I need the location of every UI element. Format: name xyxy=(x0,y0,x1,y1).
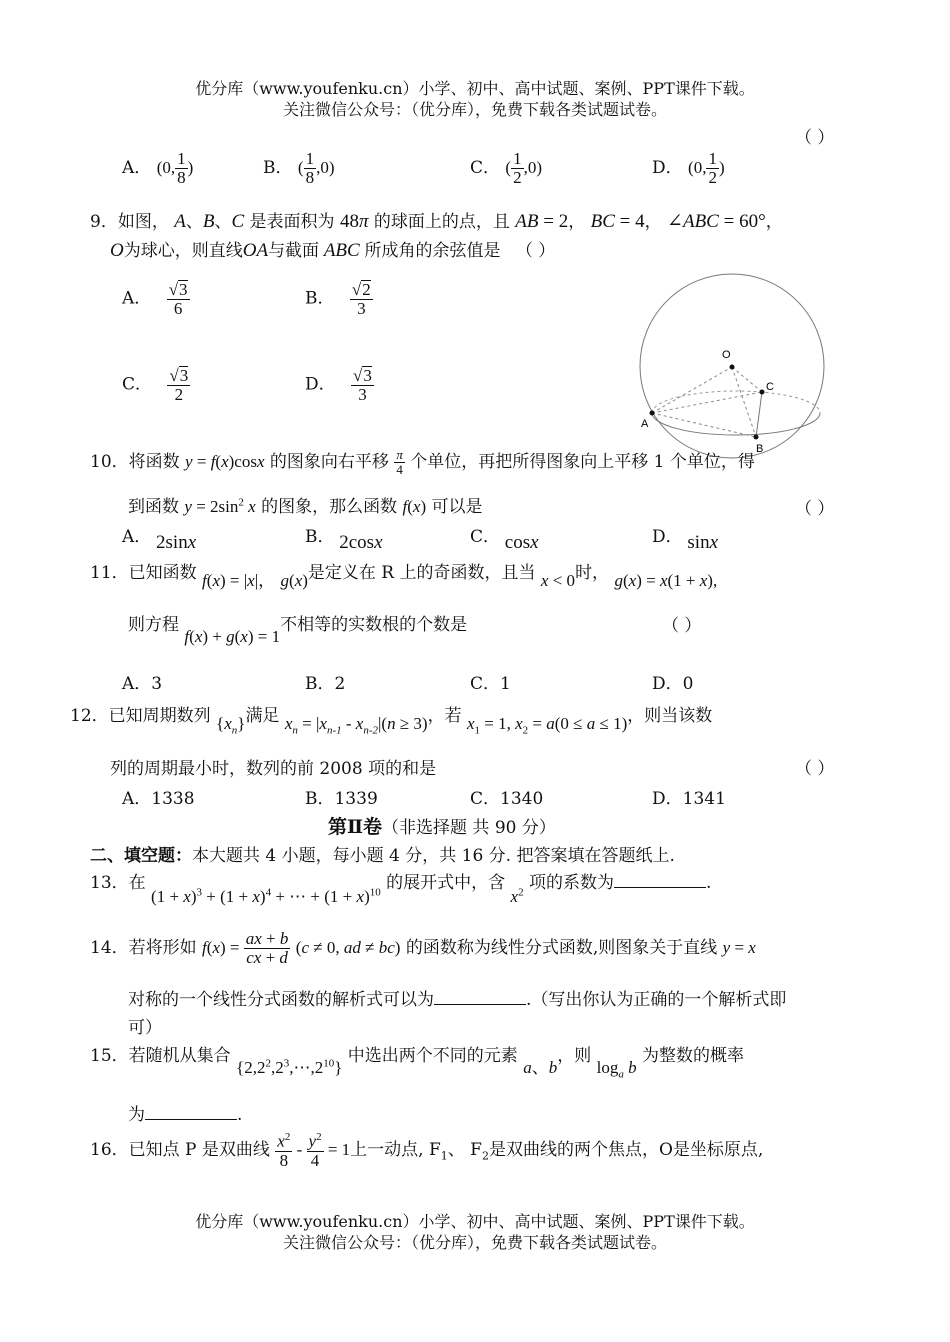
q16-text-4: 是双曲线的两个焦点，O是坐标原点, xyxy=(488,1140,764,1161)
part2-title: 第Ⅱ卷 xyxy=(328,816,383,838)
q15-text-2: 中选出两个不同的元素 xyxy=(347,1046,518,1066)
q9-number: 9． xyxy=(90,212,118,232)
q8-option-d: D． (0, $\frac{1}{2}$ ) xyxy=(652,149,725,187)
q12-text-2: 满足 xyxy=(245,706,280,726)
part2-subtitle: （非选择题 共 90 分） xyxy=(382,818,556,838)
q11-text-1: 已知函数 xyxy=(128,563,197,583)
q15-line-2 xyxy=(128,1100,242,1125)
q11-text-3: 时， xyxy=(575,563,610,583)
q9-option-a: A． $\frac{√3}{6}$ xyxy=(122,280,188,318)
q9-option-c-label: C． xyxy=(122,374,153,395)
q11-text-5: 不相等的实数根的个数是 xyxy=(280,615,468,635)
segment-oa xyxy=(652,367,732,413)
q10-option-a: A． 2sinx xyxy=(122,527,197,553)
q8-option-c: C． ( $\frac{1}{2}$ ,0) xyxy=(470,149,543,187)
q9-text-5: 与截面 xyxy=(268,241,320,261)
q8-option-b-label: B． xyxy=(263,157,293,178)
footer-line-1: 优分库（www.youfenku.cn）小学、初中、高中试题、案例、PPT课件下载。 xyxy=(195,1212,755,1231)
q14-text-3: 对称的一个线性分式函数的解析式可以为 xyxy=(128,990,434,1010)
q12-option-c: C．1340 xyxy=(470,789,544,809)
sphere-figure xyxy=(630,270,840,460)
q8-option-b: B． ( $\frac{1}{8}$ ,0) xyxy=(263,149,335,187)
q9-option-b: B． $\frac{√2}{3}$ xyxy=(305,280,371,318)
q10-text-4: 到函数 xyxy=(128,497,179,517)
q11-number: 11． xyxy=(90,563,129,583)
q9-text-1: 如图， xyxy=(117,212,169,232)
q9-text-4: 为球心，则直线 xyxy=(123,241,243,261)
q10-answer-paren: （ ） xyxy=(795,499,835,519)
q10-line-1: 10．将函数 y = f(x)cosx 的图象向右平移 $\frac{\pi}{4}$ 个单位，再把所得图象向上平移 1 个单位，得 xyxy=(90,447,755,477)
q14-text-2: 的函数称为线性分式函数,则图象关于直线 xyxy=(405,937,718,958)
q15-end: . xyxy=(237,1105,243,1125)
q10-option-b-label: B． xyxy=(305,527,335,547)
q16-line: 16．已知点 P 是双曲线 $\frac{x^2}{8}$ - $\frac{y^2}{4}$ = 1上一动点, $F_1$、 $F_2$是双曲线的两个焦点，O是坐标原点, xyxy=(90,1131,764,1170)
q9-text-3: 的球面上的点，且 xyxy=(373,212,510,232)
q10-option-b: B． 2cosx xyxy=(305,527,383,553)
q14-line-1: 14．若将形如 f(x) = $\frac{ax + b}{cx + d}$ (c ≠ 0, ad ≠ bc) 的函数称为线性分式函数,则图象关于直线 y = x xyxy=(90,929,756,967)
q12-line-1: 12．已知周期数列 $\{x_n\}$满足 $x_n = |x_{n-1} - x_{n-2}|(n \ge 3)$，若 $x_1 = 1$, $x_2 = a(0 \le a \le 1)$，则当该数 xyxy=(70,706,713,737)
q13-number: 13． xyxy=(90,873,129,893)
q16-text-3: 、 F xyxy=(447,1140,482,1161)
q10-option-a-label: A． xyxy=(122,527,152,547)
q11-option-a: A．3 xyxy=(122,674,163,694)
q12-option-a: A．1338 xyxy=(122,789,195,809)
label-b: B xyxy=(756,443,764,455)
q10-text-2: 的图象向右平移 xyxy=(269,452,389,472)
q16-text-2: 上一动点, F xyxy=(350,1140,441,1161)
q12-number: 12． xyxy=(70,706,109,726)
section-text: 本大题共 4 小题，每小题 4 分，共 16 分. 把答案填在答题纸上. xyxy=(192,846,675,866)
label-o: O xyxy=(722,349,731,361)
section-ellipse-front xyxy=(652,413,820,435)
q11-line-1: 11．已知函数 f(x) = |x|， g(x)是定义在 R 上的奇函数，且当 x < 0时， g(x) = x(1 + x), xyxy=(90,563,718,591)
footer-line-2: 关注微信公众号：（优分库），免费下载各类试题试卷。 xyxy=(282,1233,667,1252)
segment-bc xyxy=(756,392,762,437)
point-b xyxy=(754,435,759,440)
q9-text-6: 所成角的余弦值是 xyxy=(364,241,501,261)
q8-option-a-label: A． xyxy=(122,157,152,178)
q9-option-b-label: B． xyxy=(305,288,335,309)
q11-answer-paren: （ ） xyxy=(662,616,702,636)
q9-option-c: C． $\frac{√3}{2}$ xyxy=(122,366,189,404)
label-a: A xyxy=(641,418,649,430)
header-line-1: 优分库（www.youfenku.cn）小学、初中、高中试题、案例、PPT课件下载。 xyxy=(195,79,755,98)
q8-option-c-label: C． xyxy=(470,157,501,178)
q15-text-3: ，则 xyxy=(557,1046,592,1066)
point-c xyxy=(760,390,765,395)
q16-number: 16． xyxy=(90,1140,129,1161)
q11-text-4: 则方程 xyxy=(128,615,179,635)
header-line-2: 关注微信公众号：（优分库），免费下载各类试题试卷。 xyxy=(282,100,667,119)
q10-option-c: C． cosx xyxy=(470,527,539,553)
q15-text-1: 若随机从集合 xyxy=(128,1046,231,1066)
q15-line-1: 15．若随机从集合 $\{2,2^2,2^3,\cdots,2^{10}\}$ 中选出两个不同的元素 a、b，则 $\log_a b$ 为整数的概率 xyxy=(90,1046,744,1081)
section-fill-blank xyxy=(90,841,675,866)
part2-heading xyxy=(328,812,556,839)
q10-text-5: 的图象，那么函数 xyxy=(261,497,398,517)
q8-option-d-label: D． xyxy=(652,157,683,178)
q9-option-d-label: D． xyxy=(305,374,336,395)
label-c: C xyxy=(766,381,774,393)
q10-line-2: 到函数 $y = 2\sin^2$ x 的图象，那么函数 f(x) 可以是 xyxy=(128,496,483,517)
q9-option-d: D． $\frac{√3}{3}$ xyxy=(305,366,372,404)
point-o xyxy=(730,365,735,370)
q14-text-1: 若将形如 xyxy=(128,937,197,958)
q10-text-3: 个单位，再把所得图象向上平移 1 个单位，得 xyxy=(410,452,755,472)
q11-line-2: 则方程 f(x) + g(x) = 1不相等的实数根的个数是 xyxy=(128,615,468,646)
q11-text-2: 是定义在 R 上的奇函数，且当 xyxy=(307,563,536,583)
q15-text-4: 为整数的概率 xyxy=(642,1046,744,1066)
q12-option-b: B．1339 xyxy=(305,789,378,809)
q12-text-1: 已知周期数列 xyxy=(108,706,211,726)
q14-line-2 xyxy=(128,985,786,1010)
q14-answer-blank[interactable] xyxy=(434,990,526,1005)
q14-text-4: .（写出你认为正确的一个解析式即 xyxy=(526,990,787,1010)
q15-answer-blank[interactable] xyxy=(145,1105,237,1120)
q12-line-2: 列的周期最小时，数列的前 2008 项的和是 xyxy=(110,759,437,779)
q9-answer-paren: （ ） xyxy=(515,241,556,261)
q12-text-4: ，则当该数 xyxy=(627,706,713,726)
q16-text-1: 已知点 P 是双曲线 xyxy=(128,1140,270,1161)
q9-line-1: 9．如图， A、B、C 是表面积为 48π 的球面上的点，且 AB = 2， BC = 4， ∠ABC = 60°， xyxy=(90,211,783,232)
q15-text-5: 为 xyxy=(128,1105,145,1125)
q10-option-c-label: C． xyxy=(470,527,501,547)
q13-answer-blank[interactable] xyxy=(614,873,706,888)
section-label: 二、填空题： xyxy=(90,846,192,866)
q11-option-c: C．1 xyxy=(470,674,511,694)
q12-answer-paren: （ ） xyxy=(795,759,835,779)
q13-text-3: 项的系数为 xyxy=(529,873,614,893)
section-ellipse-back xyxy=(652,391,820,413)
q13-text-2: 的展开式中，含 xyxy=(386,873,506,893)
q10-option-d: D． sinx xyxy=(652,527,719,553)
q9-text-2: 是表面积为 xyxy=(249,212,335,232)
q10-text-1: 将函数 xyxy=(128,452,180,472)
q13-end: . xyxy=(706,873,712,893)
q10-option-d-label: D． xyxy=(652,527,683,547)
q15-number: 15． xyxy=(90,1046,129,1066)
q10-number: 10． xyxy=(90,452,129,472)
point-a xyxy=(650,411,655,416)
q9-option-a-label: A． xyxy=(122,288,152,309)
q11-option-b: B．2 xyxy=(305,674,346,694)
q12-option-d: D．1341 xyxy=(652,789,726,809)
q13-line: 13．在 $(1 + x)^3 + (1 + x)^4$ + ⋯ + $(1 + x)^{10}$ 的展开式中，含 $x^2$ 项的系数为 . xyxy=(90,873,712,906)
q13-text-1: 在 xyxy=(128,873,146,893)
q8-option-a: A． (0, $\frac{1}{8}$ ) xyxy=(122,149,194,187)
q14-number: 14． xyxy=(90,937,129,958)
q14-line-3: 可） xyxy=(128,1018,162,1038)
q12-text-3: ，若 xyxy=(427,706,462,726)
q8-answer-paren: （ ） xyxy=(795,128,835,148)
segment-ac xyxy=(652,392,762,413)
q9-line-2: O为球心，则直线OA与截面 ABC 所成角的余弦值是 （ ） xyxy=(110,240,556,261)
q11-option-d: D．0 xyxy=(652,674,694,694)
q10-text-6: 可以是 xyxy=(431,497,483,517)
segment-ob xyxy=(732,367,756,437)
